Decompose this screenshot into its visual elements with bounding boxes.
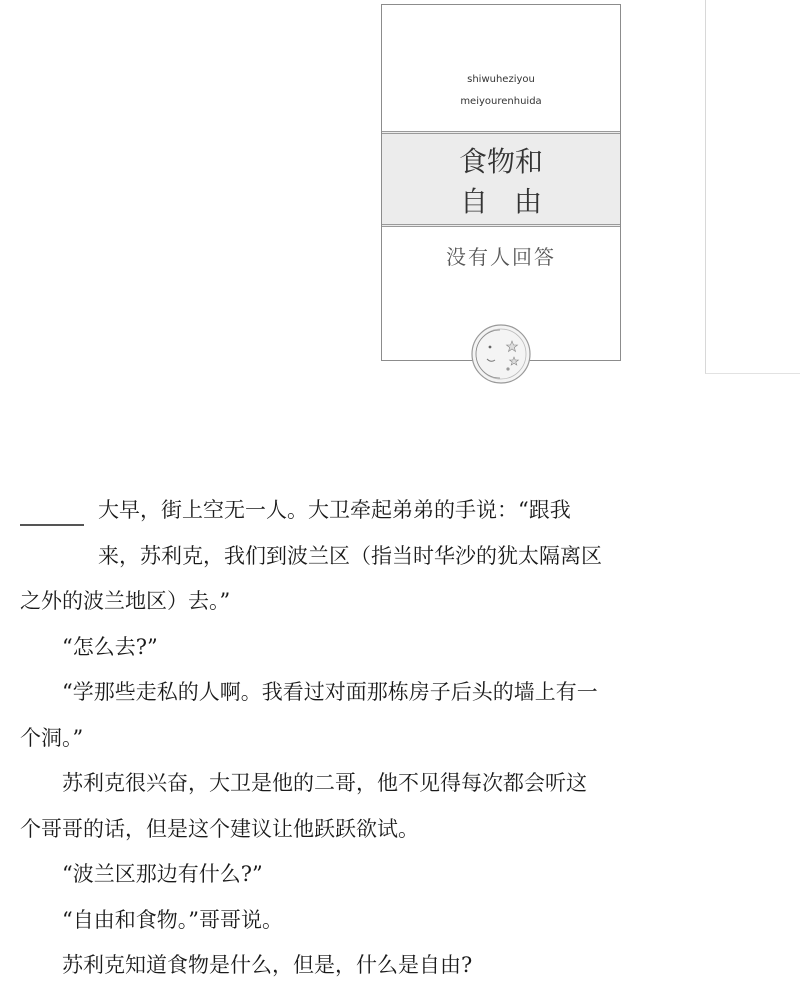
paragraph-3-line-2: 个洞。” [20, 725, 84, 750]
adjacent-page-edge [705, 0, 800, 374]
paragraph-1-line-1: 大早，街上空无一人。大卫牵起弟弟的手说：“跟我 [98, 498, 571, 522]
chapter-title-line-2: 自由 [459, 185, 568, 218]
body-text [20, 488, 660, 989]
pinyin-line-2: meiyourenhuida [460, 96, 542, 107]
chapter-title-card [381, 4, 621, 361]
paragraph-7: 苏利克知道食物是什么，但是，什么是自由? [62, 953, 473, 977]
chapter-subtitle: 没有人回答 [446, 245, 556, 269]
title-band [382, 131, 620, 227]
pinyin-subtitle [382, 69, 620, 113]
moon-stars-emblem-icon [470, 323, 532, 385]
paragraph-6: “自由和食物。”哥哥说。 [62, 907, 283, 932]
chapter-title-line-1: 食物和 [458, 145, 543, 178]
paragraph-1-line-2: 来，苏利克，我们到波兰区（指当时华沙的犹太隔离区 [98, 543, 602, 568]
paragraph-3-line-1: “学那些走私的人啊。我看过对面那栋房子后头的墙上有一 [62, 680, 598, 704]
paragraph-4-line-2: 个哥哥的话，但是这个建议让他跃跃欲试。 [20, 816, 419, 841]
pinyin-line-1: shiwuheziyou [467, 74, 535, 85]
paragraph-4-line-1: 苏利克很兴奋，大卫是他的二哥，他不见得每次都会听这 [62, 771, 587, 795]
paragraph-2: “怎么去?” [62, 634, 158, 659]
paragraph-5: “波兰区那边有什么?” [62, 862, 263, 886]
paragraph-1-line-3: 之外的波兰地区）去。” [20, 589, 231, 613]
